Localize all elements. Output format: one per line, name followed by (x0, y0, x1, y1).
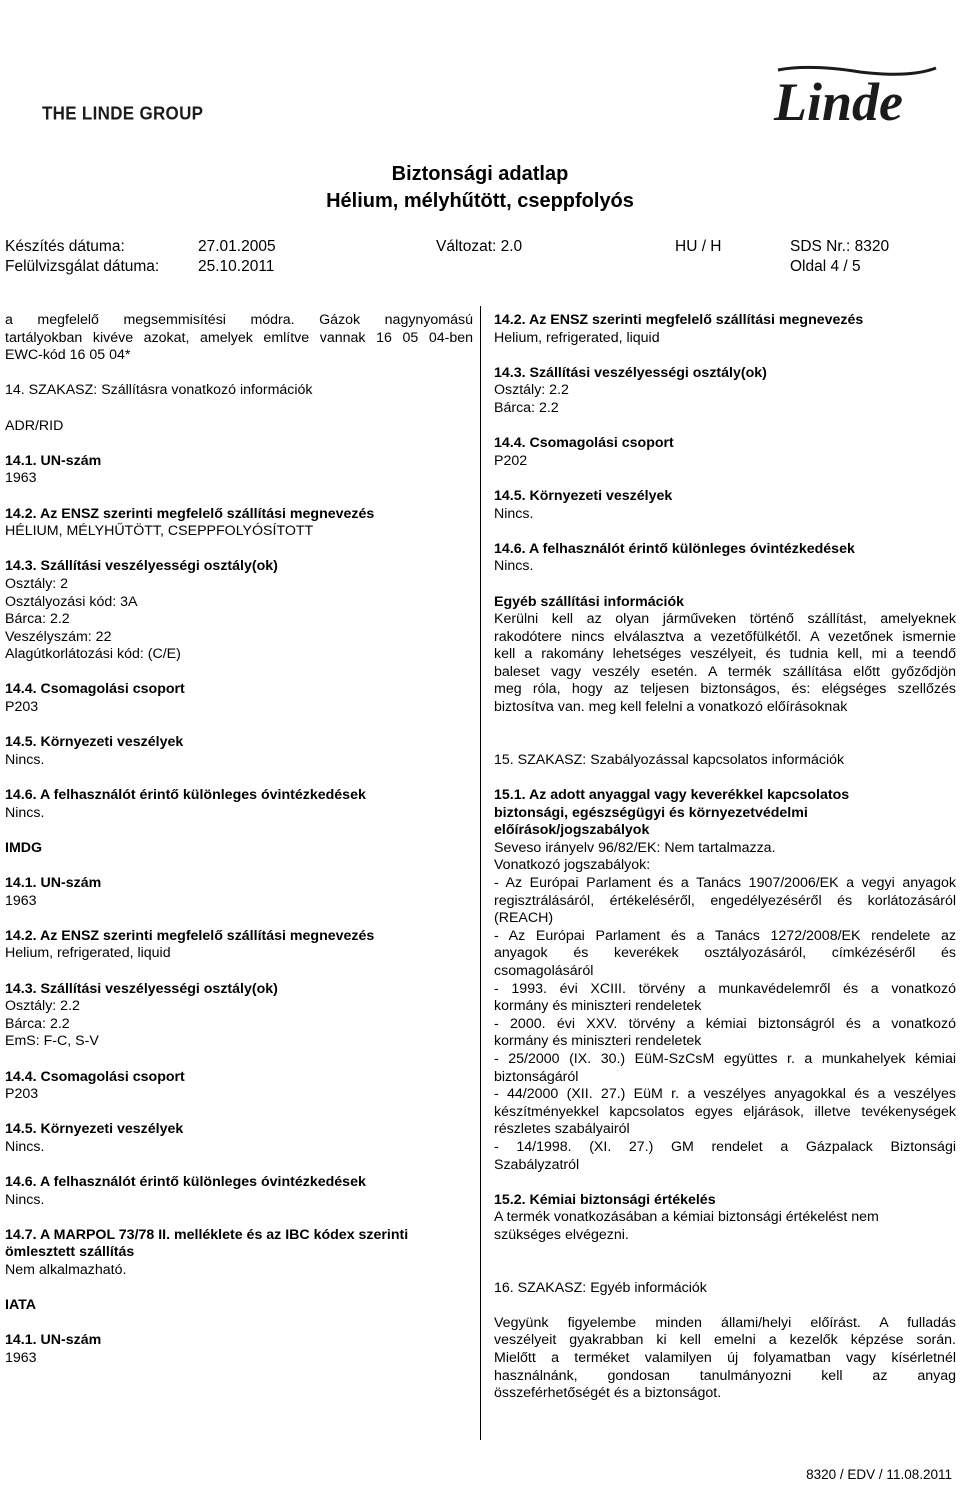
field-value: Bárca: 2.2 (5, 1015, 70, 1032)
paragraph-line: Mielőtt a terméket valamilyen új folyamatban vagy kísérletnél (494, 1350, 956, 1367)
paragraph-line: csomagolásáról (494, 962, 594, 979)
field-value: Helium, refrigerated, liquid (494, 329, 660, 346)
paragraph-line: biztosítva van. meg kell felelni a vonatkozó előírásoknak (494, 699, 848, 716)
paragraph-line: kormány és miniszteri rendeletek (494, 998, 702, 1015)
paragraph-line: Seveso irányelv 96/82/EK: Nem tartalmazza. (494, 839, 776, 856)
subsection-heading: 14.3. Szállítási veszélyességi osztály(ok) (5, 980, 278, 997)
field-value: P203 (5, 1086, 39, 1103)
paragraph-line: szükséges elvégezni. (494, 1226, 629, 1243)
subsection-heading: 14.2. Az ENSZ szerinti megfelelő szállítási megnevezés (494, 312, 864, 328)
field-value: 1963 (5, 1350, 37, 1367)
page-number: Oldal 4 / 5 (790, 258, 861, 275)
linde-group-logo: THE LINDE GROUP (42, 102, 204, 124)
paragraph-line: készítményekkel kapcsolatos egyes eljárások, illetve tevékenységek (494, 1103, 956, 1120)
revision-date-label: Felülvizsgálat dátuma: (5, 258, 160, 275)
subsection-heading: 14.1. UN-szám (5, 452, 102, 469)
field-value: Nincs. (494, 505, 534, 522)
field-value: 1963 (5, 470, 37, 487)
subsection-heading: 14.6. A felhasználót érintő különleges óvintézkedések (5, 1174, 366, 1191)
subsection-heading: 14.2. Az ENSZ szerinti megfelelő szállítási megnevezés (5, 505, 375, 522)
paragraph-line: baleset vagy veszély esetén. A termék szállítása előtt győződjön (494, 663, 956, 680)
field-value: Helium, refrigerated, liquid (5, 945, 171, 962)
paragraph-line: Vegyünk figyelembe minden állami/helyi előírást. A fulladás (494, 1314, 956, 1331)
field-value: Bárca: 2.2 (494, 399, 559, 416)
subsection-heading: 14.5. Környezeti veszélyek (5, 734, 184, 751)
section-16-heading: 16. SZAKASZ: Egyéb információk (494, 1279, 707, 1296)
field-value: Nincs. (5, 751, 45, 768)
subsection-heading: 14.1. UN-szám (5, 1332, 102, 1349)
subsection-heading: 14.3. Szállítási veszélyességi osztály(ok) (5, 558, 278, 575)
linde-logo-mark (770, 62, 940, 132)
creation-date: 27.01.2005 (198, 238, 276, 255)
paragraph-line: veszélyeit gyakrabban ki kell emelni a kezelők képzése során. (494, 1332, 956, 1349)
imdg-heading: IMDG (5, 839, 43, 856)
section-14-heading: 14. SZAKASZ: Szállításra vonatkozó információk (5, 382, 313, 399)
field-value: Nem alkalmazható. (5, 1262, 127, 1279)
paragraph-line: anyagok és keverékek osztályozásáról, címkézéséről és (494, 945, 956, 962)
field-value: Veszélyszám: 22 (5, 628, 112, 645)
paragraph-line: tartályokban kivéve azokat, amelyek említve vannak 16 05 04-ben (5, 329, 473, 346)
subsection-heading: előírások/jogszabályok (494, 822, 650, 839)
field-value: Bárca: 2.2 (5, 611, 70, 628)
paragraph-line: - Az Európai Parlament és a Tanács 1907/2006/EK a vegyi anyagok (494, 875, 956, 891)
subsection-heading: 14.4. Csomagolási csoport (5, 1068, 185, 1085)
field-value: EmS: F-C, S-V (5, 1033, 99, 1050)
field-value: P203 (5, 699, 39, 716)
iata-heading: IATA (5, 1297, 36, 1314)
subsection-heading: 15.2. Kémiai biztonsági értékelés (494, 1191, 716, 1208)
field-value: Nincs. (494, 558, 534, 575)
paragraph-line: biztonságáról (494, 1068, 579, 1085)
subsection-heading: 14.2. Az ENSZ szerinti megfelelő szállítási megnevezés (5, 927, 375, 944)
paragraph-line: kormány és miniszteri rendeletek (494, 1033, 702, 1050)
paragraph-line: kell a rakomány lehetséges veszélyeit, és tudnia kell, mi a teendő (494, 646, 956, 663)
paragraph-line: Kerülni kell az olyan járműveken történő szállítást, amelyeknek (494, 611, 956, 628)
svg-text:Linde: Linde (774, 72, 903, 132)
column-divider (480, 306, 481, 1440)
paragraph-line: Vonatkozó jogszabályok: (494, 857, 651, 874)
subsection-heading: 14.5. Környezeti veszélyek (5, 1121, 184, 1138)
subsection-heading: 14.6. A felhasználót érintő különleges óvintézkedések (5, 787, 366, 804)
field-value: Osztály: 2.2 (494, 382, 569, 399)
field-value: HÉLIUM, MÉLYHŰTÖTT, CSEPPFOLYÓSÍTOTT (5, 523, 314, 540)
paragraph-line: meg róla, hogy az teljesen biztonságos, és: elégséges szellőzés (494, 681, 956, 698)
product-name: Hélium, mélyhűtött, cseppfolyós (326, 190, 634, 212)
paragraph-line: regisztrálásáról, értékeléséről, engedélyezéséről és korlátozásáról (494, 892, 956, 909)
paragraph-line: - 44/2000 (XII. 27.) EüM r. a veszélyes anyagokkal és a veszélyes (494, 1086, 956, 1103)
section-15-heading: 15. SZAKASZ: Szabályozással kapcsolatos információk (494, 751, 845, 768)
version: Változat: 2.0 (436, 238, 523, 255)
left-column (5, 312, 473, 1368)
field-value: Nincs. (5, 804, 45, 821)
adr-rid-heading: ADR/RID (5, 417, 64, 434)
field-value: Osztályozási kód: 3A (5, 593, 138, 610)
paragraph-line: a megfelelő megsemmisítési módra. Gázok nagynyomású (5, 312, 473, 328)
creation-date-label: Készítés dátuma: (5, 238, 125, 255)
footer-reference: 8320 / EDV / 11.08.2011 (806, 1467, 952, 1482)
paragraph-line: - Az Európai Parlament és a Tanács 1272/2008/EK rendelete az (494, 927, 956, 944)
paragraph-line: használnánk, gondosan tanulmányozni kell az anyag (494, 1367, 956, 1384)
paragraph-line: - 2000. évi XXV. törvény a kémiai biztonságról és a vonatkozó (494, 1015, 956, 1032)
linde-logo (770, 62, 940, 132)
subsection-heading: 14.4. Csomagolási csoport (5, 681, 185, 698)
field-value: P202 (494, 452, 528, 469)
field-value: Nincs. (5, 1191, 45, 1208)
subsection-heading: ömlesztett szállítás (5, 1244, 135, 1261)
field-value: Osztály: 2 (5, 575, 69, 592)
subsection-heading: biztonsági, egészségügyi és környezetvédelmi (494, 804, 808, 821)
paragraph-line: rakodótere nincs elválasztva a vezetőfülkétől. A vezetőnek ismernie (494, 628, 956, 645)
field-value: Alagútkorlátozási kód: (C/E) (5, 646, 181, 663)
subsection-heading: 14.3. Szállítási veszélyességi osztály(ok) (494, 364, 767, 381)
paragraph-line: A termék vonatkozásában a kémiai biztonsági értékelést nem (494, 1209, 879, 1226)
paragraph-line: Szabályzatról (494, 1156, 580, 1173)
subsection-heading: 14.4. Csomagolási csoport (494, 435, 674, 452)
right-column (494, 312, 956, 1403)
subsection-heading: 14.5. Környezeti veszélyek (494, 487, 673, 504)
field-value: Nincs. (5, 1138, 45, 1155)
subsection-heading: 15.1. Az adott anyaggal vagy keverékkel kapcsolatos (494, 787, 850, 804)
paragraph-line: részletes szabályairól (494, 1121, 630, 1138)
paragraph-line: EWC-kód 16 05 04* (5, 347, 131, 364)
paragraph-line: - 1993. évi XCIII. törvény a munkavédelemről és a vonatkozó (494, 980, 956, 997)
field-value: Osztály: 2.2 (5, 998, 80, 1015)
paragraph-line: összeférhetőségét és a biztonságot. (494, 1385, 722, 1402)
subsection-heading: 14.7. A MARPOL 73/78 II. melléklete és az IBC kódex szerinti (5, 1226, 409, 1243)
document-title: Biztonsági adatlap (391, 163, 569, 185)
revision-date: 25.10.2011 (198, 258, 275, 275)
subsection-heading: 14.1. UN-szám (5, 875, 102, 891)
language: HU / H (675, 238, 722, 255)
field-value: 1963 (5, 892, 37, 909)
paragraph-line: (REACH) (494, 910, 554, 927)
subsection-heading: Egyéb szállítási információk (494, 593, 685, 610)
paragraph-line: - 14/1998. (XI. 27.) GM rendelet a Gázpalack Biztonsági (494, 1138, 956, 1155)
sds-number: SDS Nr.: 8320 (790, 238, 890, 255)
paragraph-line: - 25/2000 (IX. 30.) EüM-SzCsM együttes r. a munkahelyek kémiai (494, 1050, 956, 1067)
subsection-heading: 14.6. A felhasználót érintő különleges óvintézkedések (494, 540, 855, 557)
